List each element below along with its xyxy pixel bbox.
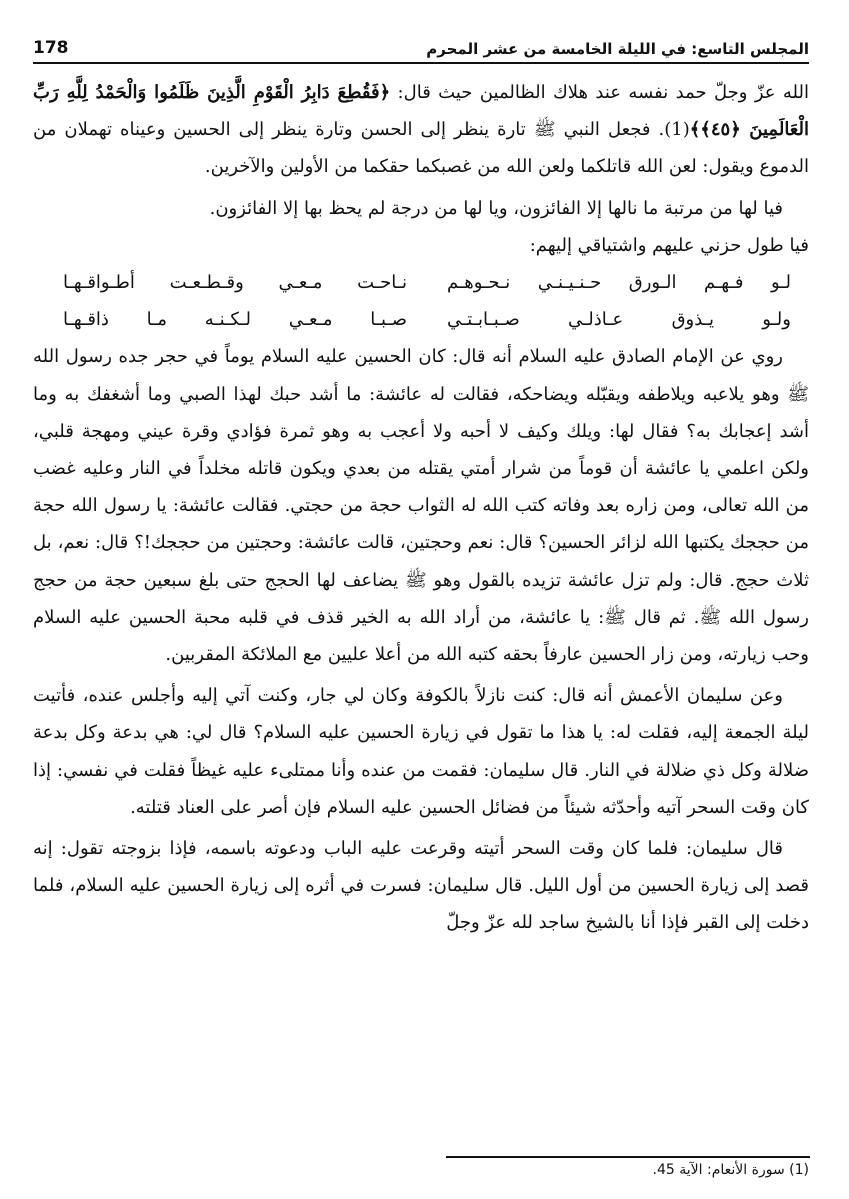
page-header — [33, 30, 809, 64]
paragraph-6: قال سليمان: فلما كان وقت السحر أتيته وقرعت عليه الباب ودعوته باسمه، فإذا بزوجته تقول: إنه قصد إلى زيارة الحسين من أول الليل. قال سليمان: فسرت في أثره إلى زيارة الحسين عليه السلام، فلما دخلت إلى القبر فإذا أنا بالشيخ ساجد لله عزّ وجلّ — [33, 838, 809, 934]
paragraph-3: فيا طول حزني عليهم واشتياقي إليهم: — [529, 234, 809, 256]
running-title: المجلس التاسع: في الليلة الخامسة من عشر المحرم — [426, 40, 809, 58]
footnote-divider — [446, 1156, 810, 1158]
footnote: (1) سورة الأنعام: الآية 45. — [652, 1162, 809, 1178]
verse-1-first-hemistich: لـو فـهـم الـورق حـنـيـنـي نـحـوهـم — [447, 272, 791, 294]
poem — [33, 264, 809, 338]
verse-2-second-hemistich: صـبـا مـعـي لـكـنـه مـا ذاقـهـا — [63, 309, 407, 331]
paragraph-2: فيا لها من مرتبة ما نالها إلا الفائزون، ويا لها من درجة لم يحظ بها إلا الفائزون. — [209, 197, 783, 219]
paragraph-1-prefix: الله عزّ وجلّ حمد نفسه عند هلاك الظالمين حيث قال: — [390, 82, 810, 103]
paragraph-5: وعن سليمان الأعمش أنه قال: كنت نازلاً بالكوفة وكان لي جار، وكنت آتي إليه وأجلس عنده، فأتيت ليلة الجمعة إليه، فقلت له: يا هذا ما تقول في زيارة الحسين عليه السلام؟ قال لي: هي بدعة وكل بدعة ضلالة وكل ذي ضلالة في النار. قال سليمان: فقمت من عنده وأنا ممتلىء عليه غيظاً فقلت في نفسي: إذا كان وقت السحر آتيه وأحدّثه شيئاً من فضائل الحسين عليه السلام فإن أصر على العناد قتلته. — [33, 685, 809, 818]
quran-verse: ﴿فَقُطِعَ دَابِرُ الْقَوْمِ الَّذِينَ ظَلَمُوا وَالْحَمْدُ لِلَّهِ رَبِّ الْعَالَمِينَ ﴿٤٥﴾﴾ — [33, 82, 809, 141]
verse-2-first-hemistich: ولـو يـذوق عـاذلـي صـبـابـتـي — [447, 309, 791, 331]
page-number: 178 — [33, 38, 69, 58]
verse-1-second-hemistich: نـاحـت مـعـي وقـطـعـت أطـواقـهـا — [63, 272, 407, 294]
paragraph-1 — [33, 74, 809, 186]
page-body — [33, 74, 809, 942]
paragraph-4: روي عن الإمام الصادق عليه السلام أنه قال: كان الحسين عليه السلام يوماً في حجر جده رسول الله ﷺ وهو يلاعبه ويلاطفه ويقبّله ويضاحكه، فقالت له عائشة: ما أشد حبك لهذا الصبي وما أشغفك به وما أشد إعجابك به؟ فقال لها: ويلك وكيف لا أحبه ولا أعجب به وهو ثمرة فؤادي وقرة عيني ومهجة قلبي، ولكن اعلمي يا عائشة أن قوماً من شرار أمتي يقتله من بعدي ويكون قاتله مخلداً في النار وعليه غضب من الله تعالى، ومن زاره بعد وفاته كتب الله له الثواب حجة من حجتي. فقالت عائشة: يا رسول الله حجة من حججك يكتبها الله لزائر الحسين؟ قال: نعم وحجتين، قالت عائشة: وحجتين من حججك!؟ قال: نعم، بل ثلاث حجج. قال: ولم تزل عائشة تزيده بالقول وهو ﷺ يضاعف لها الحجج حتى بلغ سبعين حجة من حجج رسول الله ﷺ. ثم قال ﷺ: يا عائشة، من أراد الله به الخير قذف في قلبه محبة الحسين عليه السلام وحب زيارته، ومن زار الحسين عارفاً بحقه كتبه الله من أعلا عليين مع الملائكة المقربين. — [33, 346, 809, 666]
paragraph-1-suffix: (1). فجعل النبي ﷺ تارة ينظر إلى الحسن وتارة ينظر إلى الحسين وعيناه تهملان من الدموع ويقول: لعن الله قاتلكما ولعن الله من غصبكما حقكما من الأولين والآخرين. — [33, 119, 809, 178]
